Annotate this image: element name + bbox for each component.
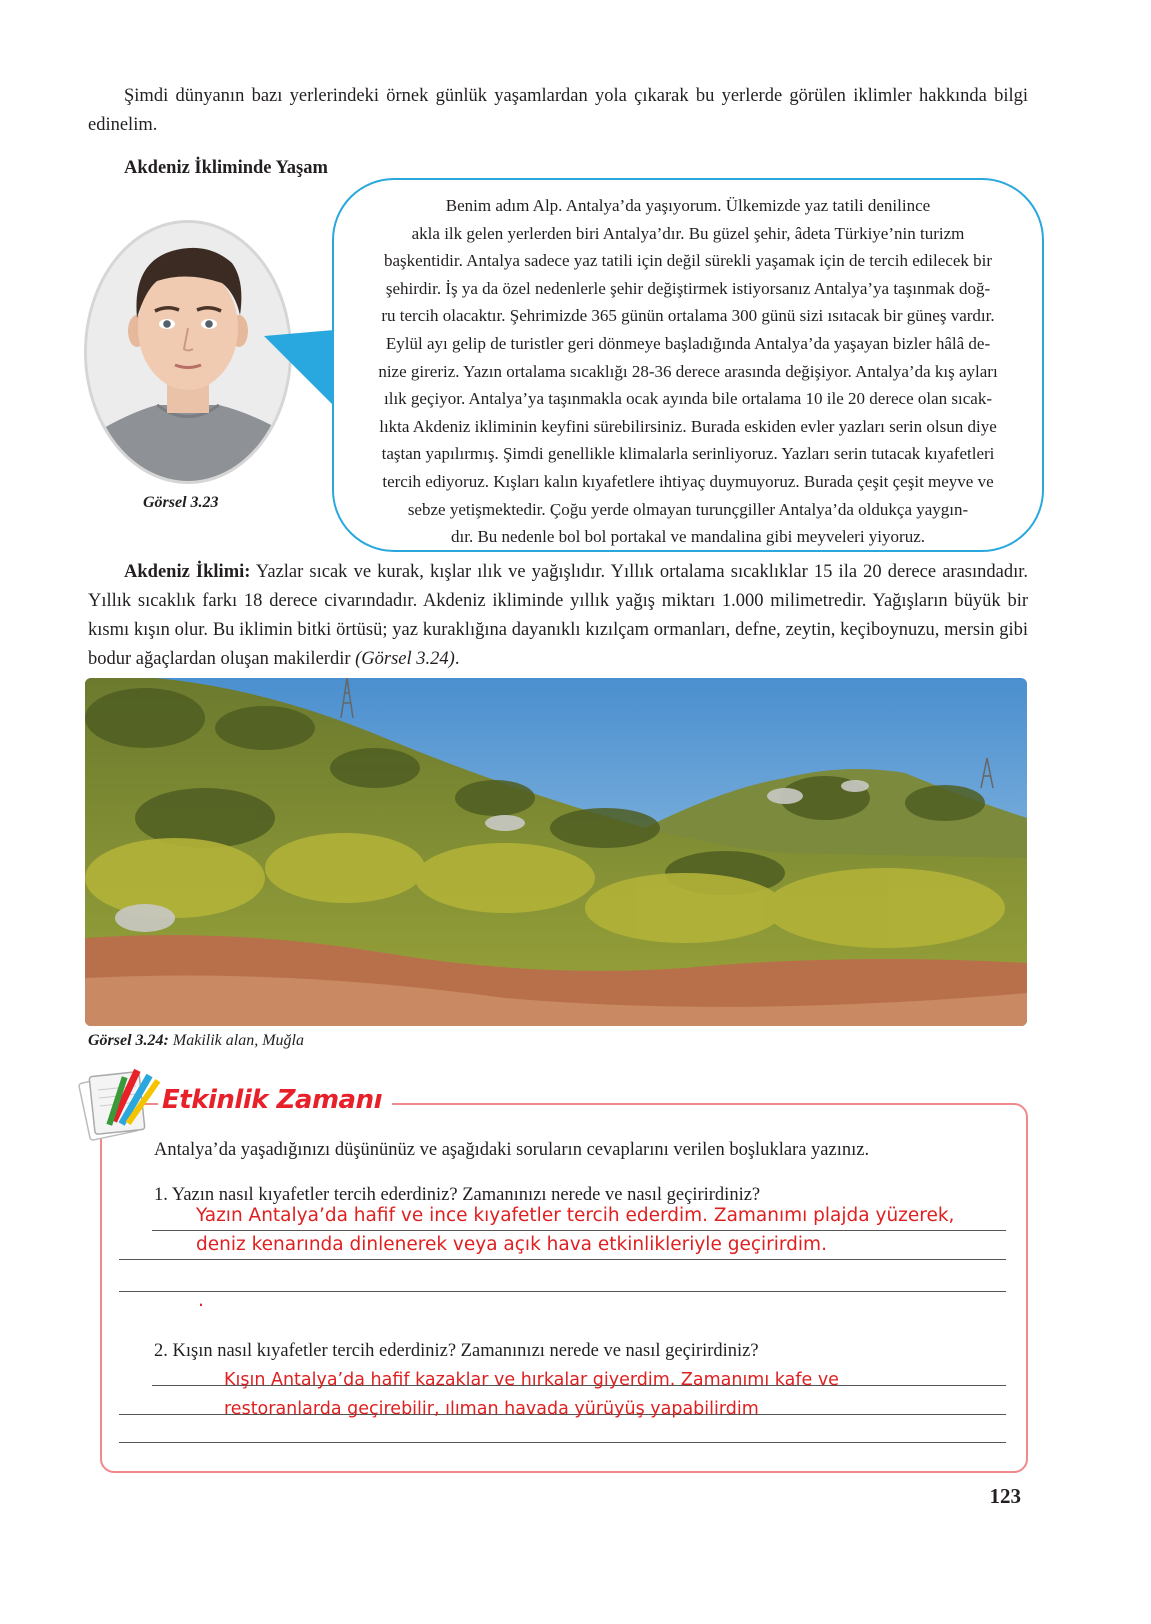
bubble-line: sebze yetişmektedir. Çoğu yerde olmayan turunçgiller Antalya’da oldukça yaygın- [407, 499, 969, 519]
question-2: 2. Kışın nasıl kıyafetler tercih ederdiniz? Zamanınızı nerede ve nasıl geçirirdiniz? [154, 1341, 759, 1361]
bubble-line: ılık geçiyor. Antalya’ya taşınmakla ocak ayında bile ortalama 10 ile 20 derece olan sıcak- [384, 389, 992, 409]
answer-line [119, 1291, 1006, 1292]
notebook-pencils-icon [74, 1064, 160, 1142]
boy-portrait-illustration [87, 223, 289, 481]
answer-1-line-1[interactable]: Yazın Antalya’da hafif ve ince kıyafetler tercih ederdim. Zamanımı plajda yüzerek, [196, 1205, 955, 1226]
akdeniz-paragraph [88, 558, 1028, 674]
bubble-line: lıkta Akdeniz ikliminin keyfini sürebilirsiniz. Burada eskiden evler yazları serin olsun diye [379, 416, 997, 436]
bubble-line: Eylül ayı gelip de turistler geri dönmeye başladığında Antalya’da yaşayan bizler hâlâ de- [385, 333, 991, 353]
maquis-landscape-photo [85, 678, 1027, 1026]
answer-1-dot: . [198, 1290, 204, 1311]
maquis-landscape-illustration [85, 678, 1027, 1026]
question-1: 1. Yazın nasıl kıyafetler tercih ederdiniz? Zamanınızı nerede ve nasıl geçirirdiniz? [154, 1185, 761, 1205]
bubble-line: başkentidir. Antalya sadece yaz tatili için değil sürekli yaşamak için de tercih edilecek bir [384, 251, 992, 271]
speech-bubble [332, 178, 1044, 552]
akdeniz-end: . [454, 649, 460, 669]
answer-2-line-1[interactable]: Kışın Antalya’da hafif kazaklar ve hırkalar giyerdim. Zamanımı kafe ve [224, 1370, 839, 1390]
bubble-line: dır. Bu nedenle bol bol portakal ve mandalina gibi meyveleri yiyoruz. [451, 527, 925, 547]
akdeniz-figure-ref: (Görsel 3.24) [355, 649, 455, 669]
speech-bubble-text [354, 192, 1022, 551]
bubble-line: Benim adım Alp. Antalya’da yaşıyorum. Ülkemizde yaz tatili denilince [445, 196, 931, 215]
akdeniz-label: Akdeniz İklimi: [124, 562, 251, 582]
answer-line [119, 1259, 1006, 1260]
answer-line [152, 1230, 1006, 1231]
intro-paragraph: Şimdi dünyanın bazı yerlerindeki örnek günlük yaşamlardan yola çıkarak bu yerlerde görülen iklimler hakkında bilgi edinelim. [88, 86, 1028, 135]
bubble-line: tercih ediyoruz. Kışları kalın kıyafetlere ihtiyaç duymuyoruz. Burada çeşit çeşit meyve ve [382, 471, 994, 491]
bubble-line: akla ilk gelen yerlerden biri Antalya’dır. Bu güzel şehir, âdeta Türkiye’nin turizm [411, 223, 965, 243]
bubble-line: nize gireriz. Yazın ortalama sıcaklığı 28-36 derece arasında değişiyor. Antalya’da kış ayları [378, 361, 998, 381]
figure2-caption-text: Makilik alan, Muğla [168, 1032, 304, 1049]
page-number: 123 [989, 1484, 1021, 1508]
answer-2-line-2[interactable]: restoranlarda geçirebilir, ılıman havada yürüyüş yapabilirdim [224, 1399, 759, 1419]
figure2-caption-label: Görsel 3.24: [88, 1032, 169, 1049]
activity-instruction: Antalya’da yaşadığınızı düşününüz ve aşağıdaki soruların cevaplarını verilen boşluklara yazınız. [154, 1140, 870, 1160]
section-heading: Akdeniz İkliminde Yaşam [124, 158, 328, 178]
bubble-line: ru tercih olacaktır. Şehrimizde 365 günün ortalama 300 günü sizi ısıtacak bir güneş vardır. [381, 306, 995, 326]
bubble-line: taştan yapılırmış. Şimdi genellikle klimalarla serinliyoruz. Yazları serin tutacak kıyafetleri [381, 444, 995, 464]
bubble-line: şehirdir. İş ya da özel nedenlerle şehir değiştirmek istiyorsanız Antalya’ya taşınmak doğ- [385, 278, 991, 298]
figure1-caption: Görsel 3.23 [143, 494, 219, 511]
speech-bubble-tail [262, 326, 342, 410]
activity-title: Etkinlik Zamanı [158, 1085, 392, 1115]
boy-portrait [84, 220, 292, 484]
answer-line [119, 1442, 1006, 1443]
figure2-caption [88, 1032, 304, 1050]
answer-1-line-2[interactable]: deniz kenarında dinlenerek veya açık hava etkinlikleriyle geçirirdim. [196, 1234, 827, 1255]
akdeniz-text: Yazlar sıcak ve kurak, kışlar ılık ve yağışlıdır. Yıllık ortalama sıcaklıklar 15 ila 20 derece arasındadır. Yıllık sıcaklık farkı 18 derece civarındadır. Akdeniz ikliminde yıllık yağış miktarı 1.000 milimetredir. Yağışların büyük bir kısmı kışın olur. Bu iklimin bitki örtüsü; yaz kuraklığına dayanıklı kızılçam ormanları, defne, zeytin, keçiboynuzu, mersin gibi bodur ağaçlardan oluşan makilerdir [88, 562, 1028, 669]
